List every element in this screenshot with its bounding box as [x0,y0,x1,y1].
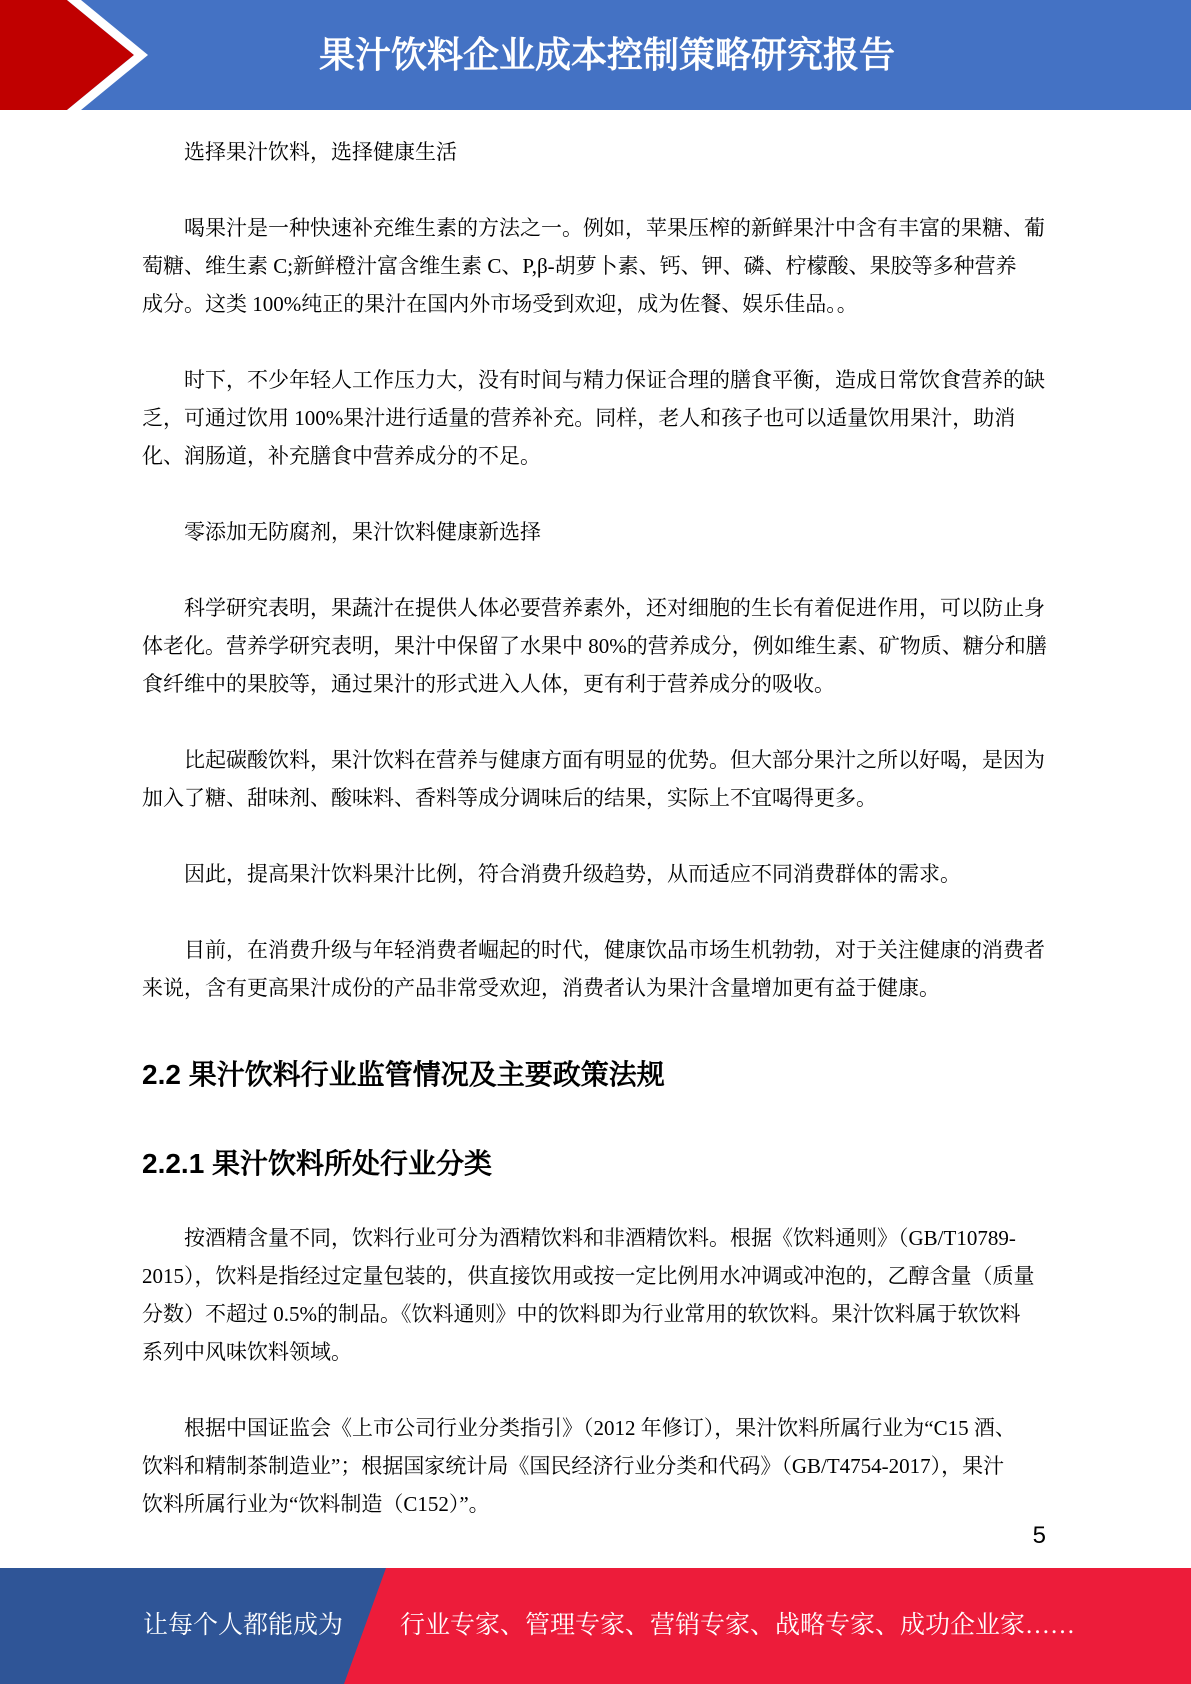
paragraph [142,931,1045,1007]
footer-slogan-right: 行业专家、管理专家、营销专家、战略专家、成功企业家…… [400,1612,1076,1639]
paragraph-line: 化、润肠道，补充膳食中营养成分的不足。 [142,444,541,468]
paragraph-line: 喝果汁是一种快速补充维生素的方法之一。例如，苹果压榨的新鲜果汁中含有丰富的果糖、葡 [184,216,1045,240]
paragraph-line: 加入了糖、甜味剂、酸味料、香料等成分调味后的结果，实际上不宜喝得更多。 [142,786,877,810]
paragraph-line: 萄糖、维生素 C;新鲜橙汁富含维生素 C、P,β-胡萝卜素、钙、钾、磷、柠檬酸、果胶等多种营养 [142,254,1017,278]
report-title: 果汁饮料企业成本控制策略研究报告 [318,34,895,75]
header-banner [0,0,1191,110]
paragraph [142,1409,1045,1523]
document-body [142,133,1045,1561]
footer-banner [0,1568,1191,1684]
paragraph [142,741,1045,817]
paragraph-line: 食纤维中的果胶等，通过果汁的形式进入人体，更有利于营养成分的吸收。 [142,672,835,696]
paragraph-line: 乏，可通过饮用 100%果汁进行适量的营养补充。同样，老人和孩子也可以适量饮用果汁，助消 [142,406,1016,430]
paragraph [142,513,1045,551]
paragraph-line: 分数）不超过 0.5%的制品。《饮料通则》中的饮料即为行业常用的软饮料。果汁饮料属于软饮料 [142,1302,1021,1326]
footer-slogan-left: 让每个人都能成为 [143,1612,344,1639]
paragraph-line: 系列中风味饮料领域。 [142,1340,352,1364]
paragraph-line: 饮料和精制茶制造业”；根据国家统计局《国民经济行业分类和代码》（GB/T4754-2017），果汁 [142,1454,1005,1478]
paragraph-line: 选择果汁饮料，选择健康生活 [184,140,457,164]
red-arrow-shape [0,0,134,110]
subsection-heading: 2.2.1 果汁饮料所处行业分类 [142,1148,493,1179]
header-arrow-graphic [0,0,160,110]
paragraph-line: 比起碳酸饮料，果汁饮料在营养与健康方面有明显的优势。但大部分果汁之所以好喝，是因为 [184,748,1045,772]
paragraph [142,1219,1045,1371]
paragraph [142,361,1045,475]
paragraph [142,855,1045,893]
paragraph-line: 因此，提高果汁饮料果汁比例，符合消费升级趋势，从而适应不同消费群体的需求。 [184,862,961,886]
paragraph-line: 科学研究表明，果蔬汁在提供人体必要营养素外，还对细胞的生长有着促进作用，可以防止身 [184,596,1045,620]
paragraph-line: 2015），饮料是指经过定量包装的，供直接饮用或按一定比例用水冲调或冲泡的，乙醇含量（质量 [142,1264,1035,1288]
paragraph-line: 根据中国证监会《上市公司行业分类指引》（2012 年修订），果汁饮料所属行业为“C15 酒、 [184,1416,1016,1440]
paragraph-line: 目前，在消费升级与年轻消费者崛起的时代，健康饮品市场生机勃勃，对于关注健康的消费者 [184,938,1045,962]
paragraph-line: 饮料所属行业为“饮料制造（C152）”。 [142,1492,490,1516]
paragraph [142,133,1045,171]
paragraph-line: 体老化。营养学研究表明，果汁中保留了水果中 80%的营养成分，例如维生素、矿物质、糖分和膳 [142,634,1047,658]
paragraph [142,589,1045,703]
paragraph-line: 按酒精含量不同，饮料行业可分为酒精饮料和非酒精饮料。根据《饮料通则》（GB/T10789- [184,1226,1016,1250]
paragraph [142,209,1045,323]
paragraph-line: 来说，含有更高果汁成份的产品非常受欢迎，消费者认为果汁含量增加更有益于健康。 [142,976,940,1000]
paragraph-line: 成分。这类 100%纯正的果汁在国内外市场受到欢迎，成为佐餐、娱乐佳品。。 [142,292,858,316]
paragraph-line: 零添加无防腐剂，果汁饮料健康新选择 [184,520,541,544]
page-number: 5 [1032,1522,1046,1549]
section-heading: 2.2 果汁饮料行业监管情况及主要政策法规 [142,1059,665,1090]
paragraph-line: 时下，不少年轻人工作压力大，没有时间与精力保证合理的膳食平衡，造成日常饮食营养的缺 [184,368,1045,392]
